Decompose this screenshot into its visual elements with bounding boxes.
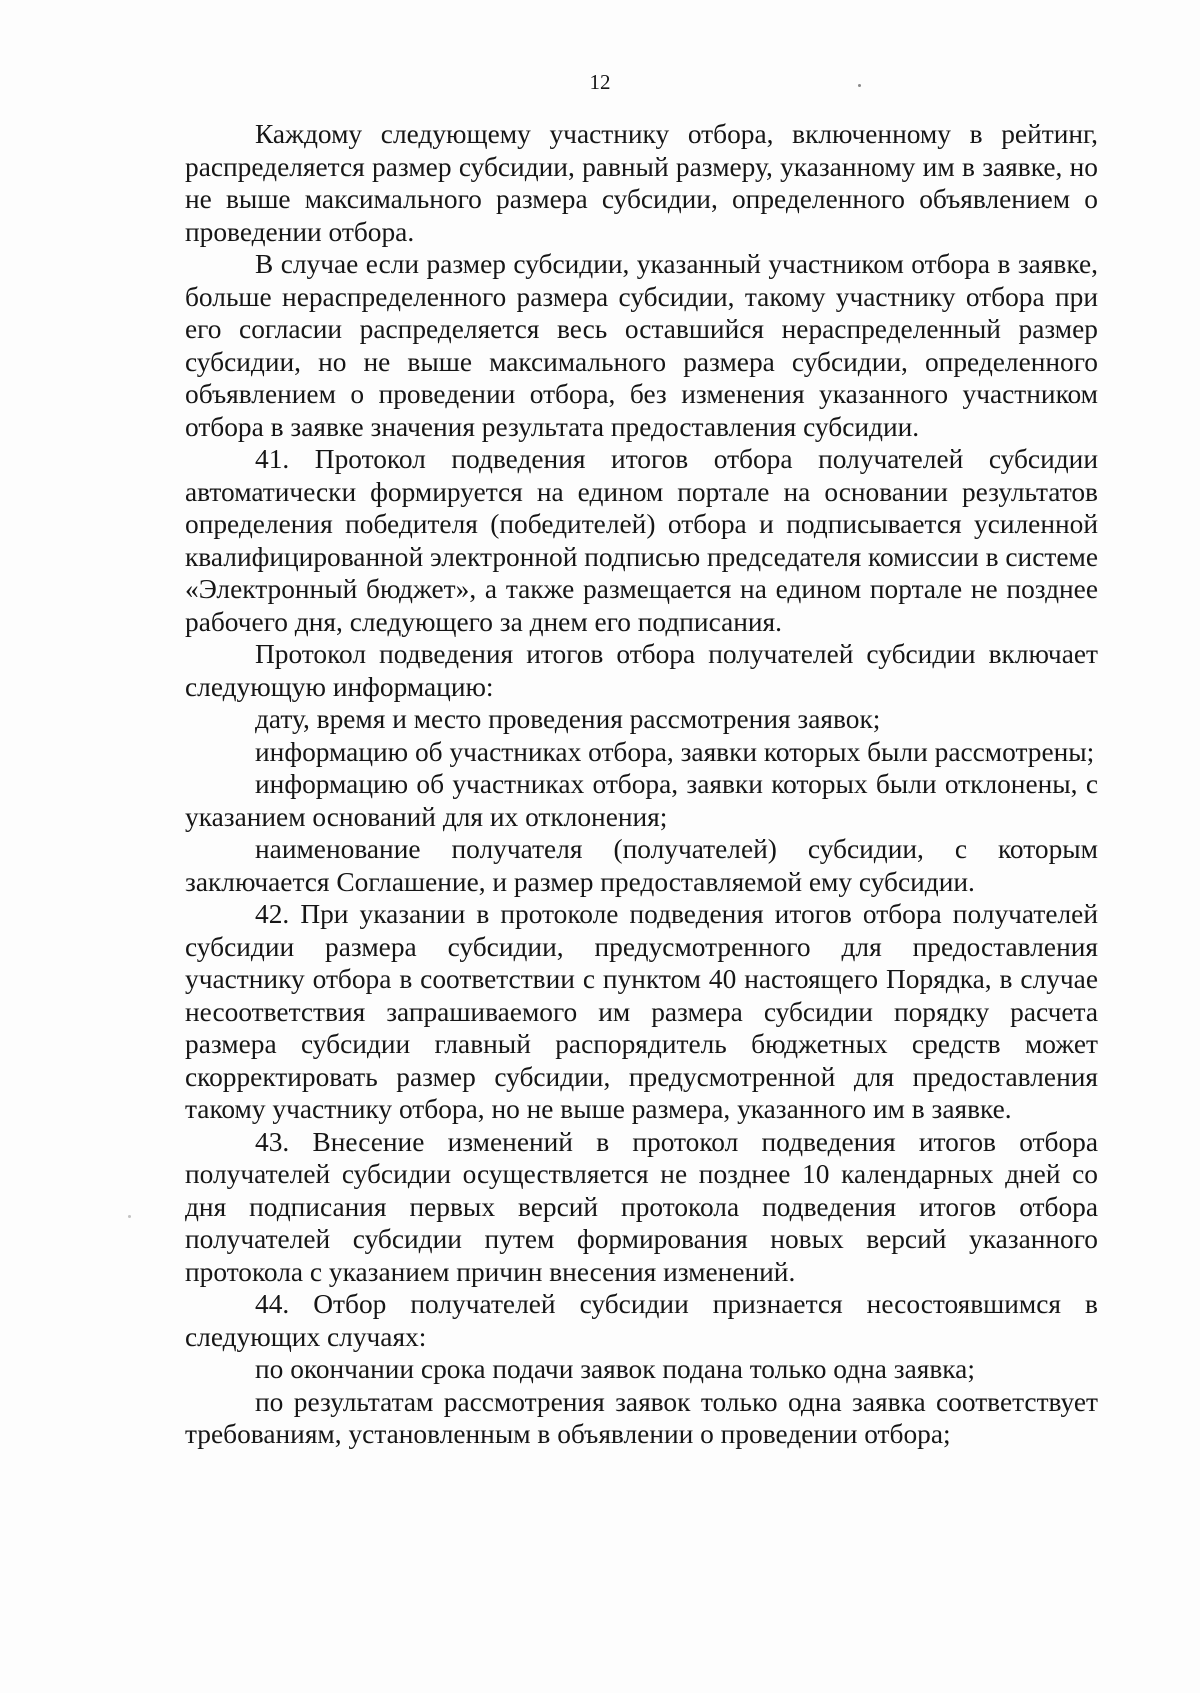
paragraph-subsidy-distribution: Каждому следующему участнику отбора, включенному в рейтинг, распределяется размер субсидии, равный размеру, указанному им в заявке, но не выше максимального размера субсидии, определенного объявлением о проведении отбора. (185, 119, 1098, 247)
list-item-recipient-name: наименование получателя (получателей) субсидии, с которым заключается Соглашение, и размер предоставляемой ему субсидии. (185, 834, 1098, 897)
list-item-date-time-place: дату, время и место проведения рассмотрения заявок; (255, 704, 881, 734)
document-body (185, 118, 1098, 1451)
scan-speck (128, 1215, 131, 1218)
list-item-single-compliant: по результатам рассмотрения заявок только одна заявка соответствует требованиям, установленным в объявлении о проведении отбора; (185, 1386, 1098, 1449)
paragraph-subsidy-exceeds: В случае если размер субсидии, указанный участником отбора в заявке, больше нераспределенного размера субсидии, такому участнику отбора при его согласии распределяется весь оставшийся нераспределенный размер субсидии, но не выше максимального размера субсидии, определенного объявлением о проведении отбора, без изменения указанного участником отбора в заявке значения результата предоставления субсидии. (185, 249, 1098, 442)
page-number: 12 (589, 70, 611, 94)
list-item-single-application: по окончании срока подачи заявок подана только одна заявка; (255, 1354, 975, 1384)
list-item-rejected-participants: информацию об участниках отбора, заявки которых были отклонены, с указанием оснований для их отклонения; (185, 769, 1098, 832)
list-item-reviewed-participants: информацию об участниках отбора, заявки которых были рассмотрены; (255, 736, 1095, 767)
paragraph-item-41: 41. Протокол подведения итогов отбора получателей субсидии автоматически формируется на едином портале на основании результатов определения победителя (победителей) отбора и подписывается усиленной квалифицированной электронной подписью председателя комиссии в системе «Электронный бюджет», а также размещается на едином портале не позднее рабочего дня, следующего за днем его подписания. (185, 444, 1098, 637)
scan-speck (858, 84, 861, 87)
paragraph-item-42: 42. При указании в протоколе подведения итогов отбора получателей субсидии размера субсидии, предусмотренного для предоставления участнику отбора в соответствии с пунктом 40 настоящего Порядка, в случае несоответствия запрашиваемого им размера субсидии порядку расчета размера субсидии главный распорядитель бюджетных средств может скорректировать размер субсидии, предусмотренной для предоставления такому участнику отбора, но не выше размера, указанного им в заявке. (185, 899, 1098, 1124)
paragraph-item-43: 43. Внесение изменений в протокол подведения итогов отбора получателей субсидии осуществляется не позднее 10 календарных дней со дня подписания первых версий протокола подведения итогов отбора получателей субсидии путем формирования новых версий указанного протокола с указанием причин внесения изменений. (185, 1126, 1098, 1287)
paragraph-protocol-contents: Протокол подведения итогов отбора получателей субсидии включает следующую информацию: (185, 639, 1098, 702)
paragraph-item-44: 44. Отбор получателей субсидии признается несостоявшимся в следующих случаях: (185, 1289, 1098, 1352)
